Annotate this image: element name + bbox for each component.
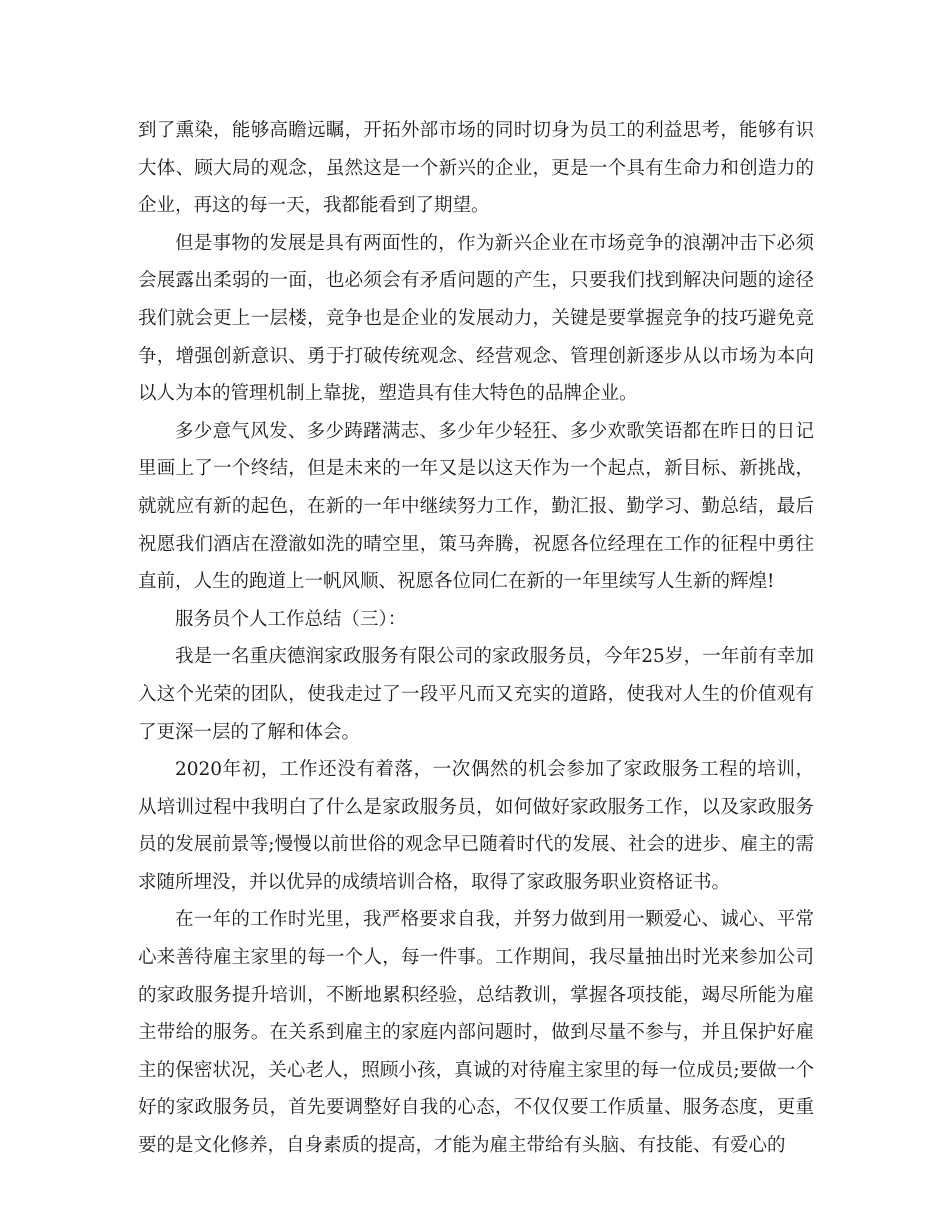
paragraph: 2020年初，工作还没有着落，一次偶然的机会参加了家政服务工程的培训，从培训过程中我明白了什么是家政服务员，如何做好家政服务工作，以及家政服务员的发展前景等;慢慢以前世俗的观念早已随着时代的发展、社会的进步、雇主的需求随所埋没，并以优异的成绩培训合格，取得了家政服务职业资格证书。 (138, 759, 814, 893)
paragraph: 但是事物的发展是具有两面性的，作为新兴企业在市场竞争的浪潮冲击下必须会展露出柔弱的一面，也必须会有矛盾问题的产生，只要我们找到解决问题的途径我们就会更上一层楼，竞争也是企业的发展动力，关键是要掌握竞争的技巧避免竞争，增强创新意识、勇于打破传统观念、经营观念、管理创新逐步从以市场为本向以人为本的管理机制上靠拢，塑造具有佳大特色的品牌企业。 (138, 232, 814, 405)
document-body (138, 112, 814, 1165)
paragraph: 多少意气风发、多少踌躇满志、多少年少轻狂、多少欢歌笑语都在昨日的日记里画上了一个终结，但是未来的一年又是以这天作为一个起点，新目标、新挑战，就就应有新的起色，在新的一年中继续努力工作，勤汇报、勤学习、勤总结，最后祝愿我们酒店在澄澈如洗的晴空里，策马奔腾，祝愿各位经理在工作的征程中勇往直前，人生的跑道上一帆风顺、祝愿各位同仁在新的一年里续写人生新的辉煌! (138, 420, 814, 593)
paragraph: 我是一名重庆德润家政服务有限公司的家政服务员，今年25岁，一年前有幸加入这个光荣的团队，使我走过了一段平凡而又充实的道路，使我对人生的价值观有了更深一层的了解和体会。 (138, 646, 814, 743)
paragraph: 在一年的工作时光里，我严格要求自我，并努力做到用一颗爱心、诚心、平常心来善待雇主家里的每一个人，每一件事。工作期间，我尽量抽出时光来参加公司的家政服务提升培训，不断地累积经验，总结教训，掌握各项技能，竭尽所能为雇主带给的服务。在关系到雇主的家庭内部问题时，做到尽量不参与，并且保护好雇主的保密状况，关心老人，照顾小孩，真诚的对待雇主家里的每一位成员;要做一个好的家政服务员，首先要调整好自我的心态，不仅仅要工作质量、服务态度，更重要的是文化修养，自身素质的提高，才能为雇主带给有头脑、有技能、有爱心的 (138, 909, 814, 1157)
section-heading: 服务员个人工作总结（三）： (175, 608, 407, 630)
paragraph-continuation: 到了熏染，能够高瞻远瞩，开拓外部市场的同时切身为员工的利益思考，能够有识大体、顾大局的观念，虽然这是一个新兴的企业，更是一个具有生命力和创造力的企业，再这的每一天，我都能看到了期望。 (138, 120, 814, 217)
